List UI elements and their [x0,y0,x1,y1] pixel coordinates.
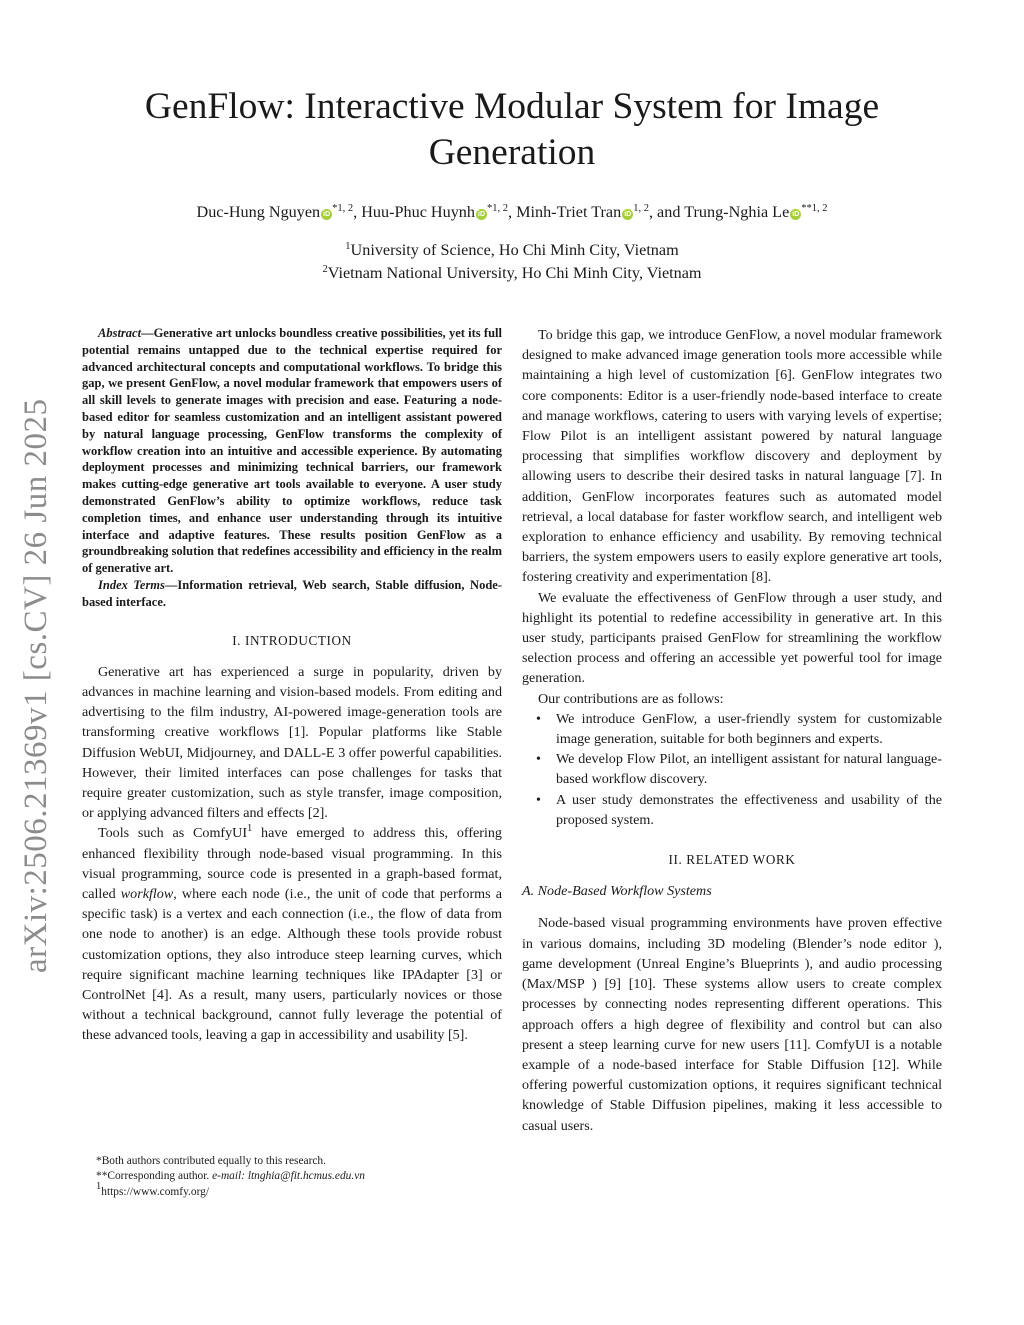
list-item [536,749,942,789]
subsection-heading-node-based: A. Node-Based Workflow Systems [522,883,712,900]
footnote-url [82,1180,502,1200]
footnote-link[interactable]: https://www.comfy.org/ [101,1185,210,1198]
abstract-text: —Generative art unlocks boundless creative possibilities, yet its full potential remains untapped due to the technical expertise required for advanced architectural concepts and computational workflows. To bridge this gap, we present GenFlow, a novel modular framework that empowers users of all skill levels to generate images with precision and ease. Featuring a node-based editor for seamless customization and an intelligent assistant powered by natural language processing, GenFlow transforms the complexity of workflow creation into an intuitive and accessible experience. By automating deployment processes and minimizing technical barriers, our framework makes cutting-edge generative art tools available to everyone. A user study demonstrated GenFlow’s ability to optimize workflows, reduce task completion times, and enhance user understanding through its intuitive interface and adaptive features. These results position GenFlow as a groundbreaking solution that redefines accessibility and efficiency in the realm of generative art. [82,326,502,576]
intro-paragraph-2 [82,823,502,1045]
left-column [82,325,502,1046]
footnote-marker[interactable]: 1 [247,823,253,835]
intro-p2-emphasis: workflow [120,885,174,902]
list-item-text: A user study demonstrates the effectiveness and usability of the proposed system. [556,791,942,828]
affiliation-text: University of Science, Ho Chi Minh City, Vietnam [350,241,679,259]
intro-p2-text: have emerged to address this, offering enhanced flexibility through node-based visual programming. In this visual programming, source code is presented in a graph-based format, called [82,825,502,902]
index-terms [82,577,502,611]
author-separator: , [353,203,362,221]
footnote-email[interactable]: e-mail: ltnghia@fit.hcmus.edu.vn [212,1170,365,1183]
intro-paragraph-3: To bridge this gap, we introduce GenFlow, a novel modular framework designed to make advanced image generation tools more accessible while maintaining a high level of customization [6]. GenFlow integrates two core components: Editor is a user-friendly node-based interface to create and manage workflows, catering to users with varying levels of expertise; Flow Pilot is an intelligent assistant powered by natural language processing that simplifies workflow discovery and deployment by allowing users to describe their desired tasks in natural language [7]. In addition, GenFlow incorporates features such as automated model retrieval, a local database for faster workflow search, and intelligent web exploration to enhance efficiency and usability. By removing technical barriers, the system empowers users to easily explore generative art tools, fostering creativity and experimentation [8]. [522,327,942,586]
footnote-sup: 1 [96,1180,102,1192]
author-name: Minh-Triet Tran [516,203,622,221]
right-column [522,325,942,1136]
bullet-icon: • [536,751,541,768]
section-heading-related-work: II. RELATED WORK [668,852,796,868]
related-paragraph-1: Node-based visual programming environments have proven effective in various domains, including 3D modeling (Blender’s node editor ), game development (Unreal Engine’s Blueprints ), and audio processing (Max/MSP ) [9] [10]. These systems allow users to create complex processes by connecting nodes representing different operations. This approach offers a high degree of flexibility and control but can also present a steep learning curve for new users [11]. ComfyUI is a notable example of a node-based interface for Stable Diffusion [12]. While offering powerful customization options, it requires significant technical knowledge of Stable Diffusion pipelines, making it less accessible to casual users. [522,915,942,1134]
footnote-corresponding-author [82,1169,502,1184]
footnote-equal-contribution: *Both authors contributed equally to this research. [96,1155,326,1167]
author-4 [684,203,827,221]
intro-paragraph-4: We evaluate the effectiveness of GenFlow through a user study, and highlight its potential to redefine accessibility in generative art. In this user study, participants praised GenFlow for streamlining the workflow selection process and offering an accessible yet powerful tool for image generation. [522,589,942,687]
list-item [536,790,942,830]
orcid-icon[interactable]: iD [624,211,632,218]
author-list [60,200,964,224]
author-name: Trung-Nghia Le [684,203,790,221]
author-3 [516,203,684,221]
intro-paragraph-5: Our contributions are as follows: [538,690,724,707]
author-affil-sup: 1, 2 [633,203,649,214]
intro-paragraph-1: Generative art has experienced a surge in popularity, driven by advances in machine learning and vision-based models. From editing and advertising to the film industry, AI-powered image-generation tools are transforming creative workflows [1]. Popular platforms like Stable Diffusion WebUI, Midjourney, and DALL-E 3 offer powerful capabilities. However, their limited interfaces can pose challenges for tasks that require greater customization, such as style transfer, image composition, or applying advanced filters and effects [2]. [82,663,502,822]
affiliation-text: Vietnam National University, Ho Chi Minh City, Vietnam [327,264,702,282]
affiliations [100,239,924,285]
author-name: Duc-Hung Nguyen [196,203,321,221]
author-affil-sup: *1, 2 [332,203,354,214]
affiliation-1 [100,239,924,262]
author-separator: , [508,203,517,221]
author-affil-sup: *1, 2 [487,203,508,214]
intro-p2-text: Tools such as ComfyUI [98,825,248,842]
affiliation-2 [100,262,924,285]
bullet-icon: • [536,710,541,727]
contributions-list [522,709,942,830]
list-item-text: We develop Flow Pilot, an intelligent assistant for natural language-based workflow discovery. [556,751,942,788]
abstract [82,325,502,577]
author-2 [361,203,516,221]
section-heading-introduction: I. INTRODUCTION [232,632,352,648]
index-terms-label: Index Terms [98,577,165,592]
orcid-icon[interactable]: iD [478,211,485,218]
orcid-icon[interactable]: iD [792,211,800,218]
arxiv-side-label: arXiv:2506.21369v1 [cs.CV] 26 Jun 2025 [18,398,54,973]
abstract-label: Abstract [98,326,142,340]
bullet-icon: • [536,791,541,808]
author-affil-sup: **1, 2 [801,203,828,214]
orcid-icon[interactable]: iD [323,211,331,218]
index-terms-text: —Information retrieval, Web search, Stable diffusion, Node-based interface. [82,577,502,609]
paper-title: GenFlow: Interactive Modular System for Image Generation [144,86,880,173]
author-separator: , and [648,203,685,221]
affiliation-sup: 2 [322,264,328,275]
list-item [536,709,942,749]
intro-p2-text: , where each node (i.e., the unit of code that performs a specific task) is a vertex and each connection (i.e., the flow of data from one node to another) is an edge. Although these tools provide robust customization options, they also introduce steep learning curves, which require significant machine learning techniques like IPAdapter [3] or ControlNet [4]. As a result, many users, particularly novices or those without a technical background, cannot fully leverage the potential of these advanced tools, leaving a gap in accessibility and usability [5]. [82,885,503,1044]
author-name: Huu-Phuc Huynh [361,203,475,221]
footnote-text: **Corresponding author. [96,1170,213,1183]
list-item-text: We introduce GenFlow, a user-friendly system for customizable image generation, suitable for both beginners and experts. [556,710,942,748]
footnotes [82,1154,502,1200]
author-1 [197,203,362,221]
affiliation-sup: 1 [345,241,351,252]
